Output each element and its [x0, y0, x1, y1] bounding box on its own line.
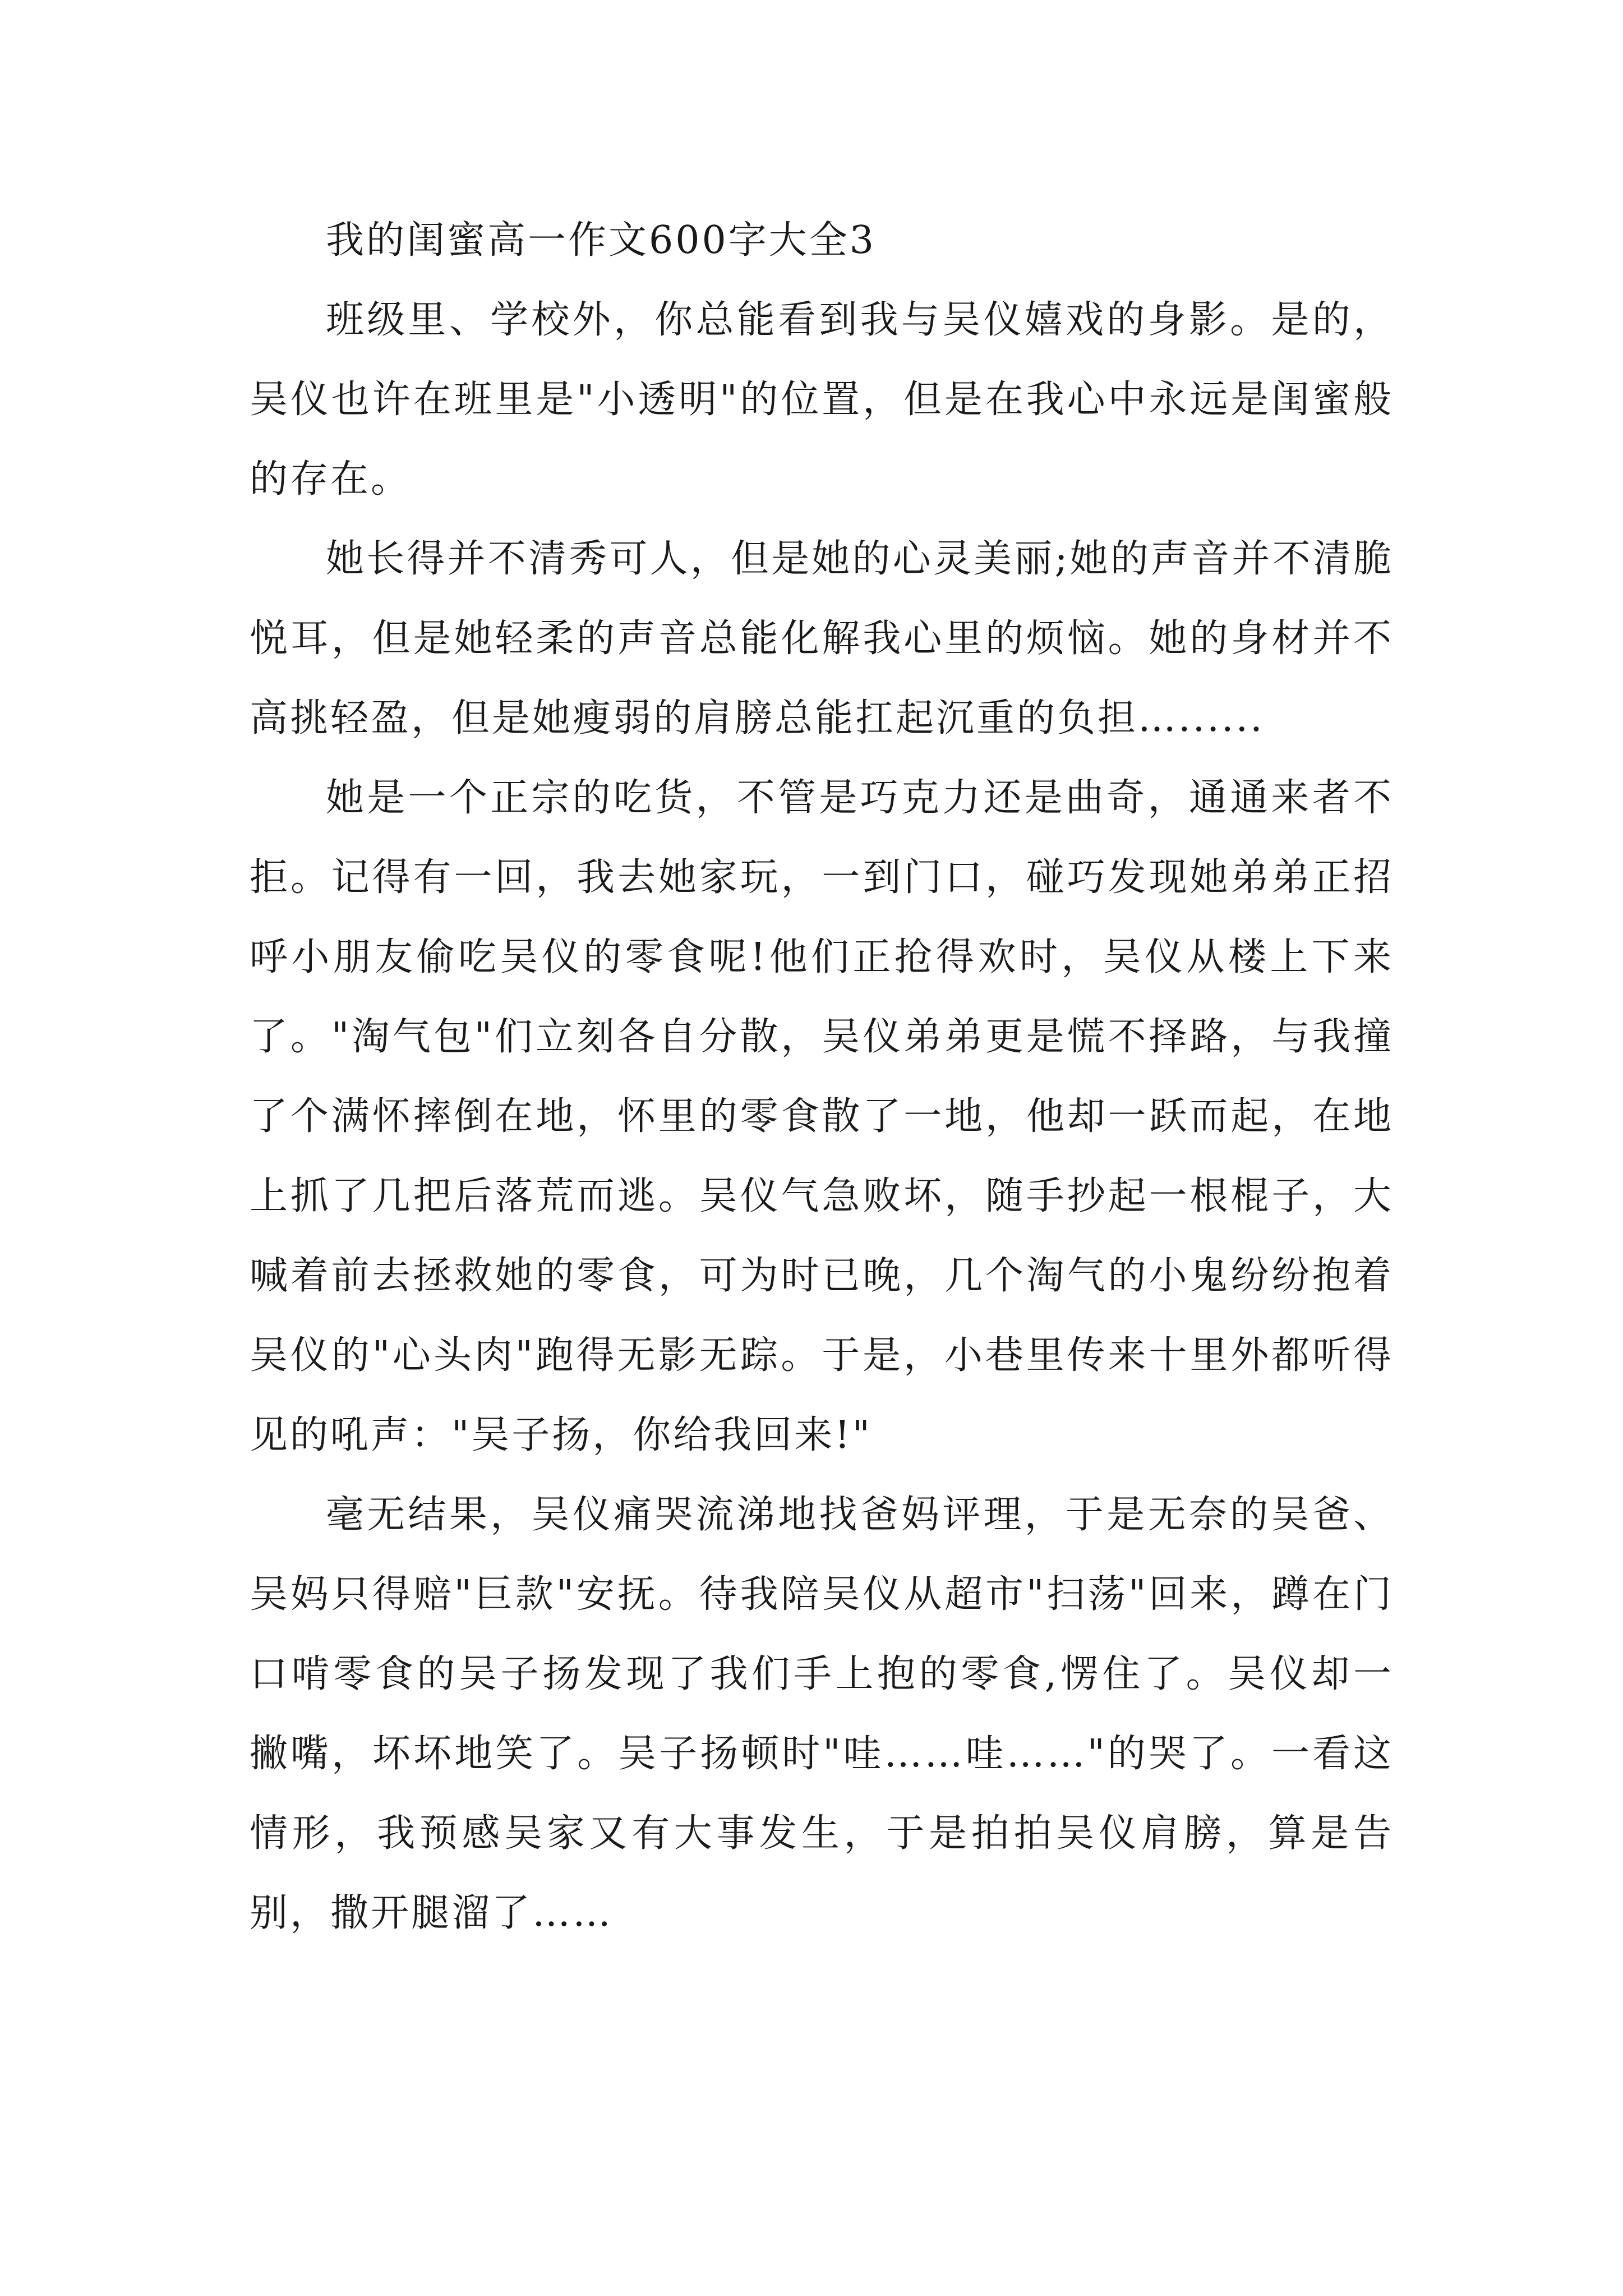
paragraph-1: 班级里、学校外，你总能看到我与吴仪嬉戏的身影。是的，吴仪也许在班里是"小透明"的位置，但是在我心中永远是闺蜜般的存在。	[250, 298, 1394, 501]
document-title: 我的闺蜜高一作文600字大全3	[326, 218, 877, 263]
paragraph-4: 毫无结果，吴仪痛哭流涕地找爸妈评理，于是无奈的吴爸、吴妈只得赔"巨款"安抚。待我陪吴仪从超市"扫荡"回来，蹲在门口啃零食的吴子扬发现了我们手上抱的零食,愣住了。吴仪却一撇嘴，坏坏地笑了。吴子扬顿时"哇……哇……"的哭了。一看这情形，我预感吴家又有大事发生，于是拍拍吴仪肩膀，算是告别，撒开腿溜了……	[250, 1493, 1394, 1935]
document-body	[250, 201, 1394, 1953]
paragraph-2: 她长得并不清秀可人，但是她的心灵美丽;她的声音并不清脆悦耳，但是她轻柔的声音总能化解我心里的烦恼。她的身材并不高挑轻盈，但是她瘦弱的肩膀总能扛起沉重的负担…......	[250, 537, 1394, 740]
paragraph-3: 她是一个正宗的吃货，不管是巧克力还是曲奇，通通来者不拒。记得有一回，我去她家玩，一到门口，碰巧发现她弟弟正招呼小朋友偷吃吴仪的零食呢!他们正抢得欢时，吴仪从楼上下来了。"淘气包"们立刻各自分散，吴仪弟弟更是慌不择路，与我撞了个满怀摔倒在地，怀里的零食散了一地，他却一跃而起，在地上抓了几把后落荒而逃。吴仪气急败坏，随手抄起一根棍子，大喊着前去拯救她的零食，可为时已晚，几个淘气的小鬼纷纷抱着吴仪的"心头肉"跑得无影无踪。于是，小巷里传来十里外都听得见的吼声："吴子扬，你给我回来!"	[250, 776, 1394, 1457]
